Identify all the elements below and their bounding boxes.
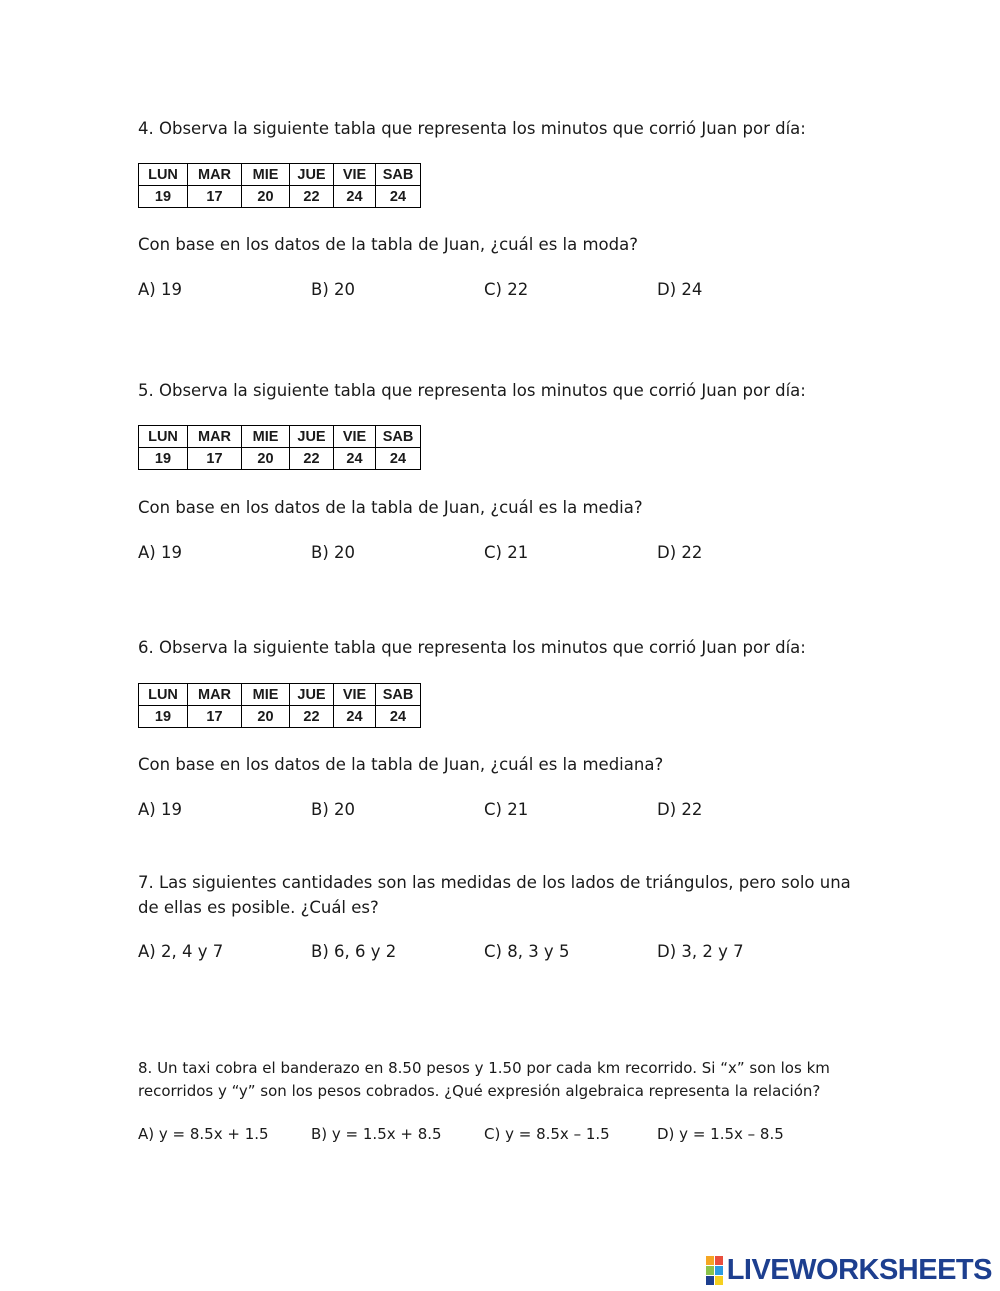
option-a[interactable]: A) y = 8.5x + 1.5 — [138, 1125, 269, 1143]
option-a[interactable]: A) 19 — [138, 543, 182, 562]
header-cell: VIE — [334, 164, 376, 186]
question-5-text: Con base en los datos de la tabla de Juan, ¿cuál es la media? — [138, 498, 643, 517]
value-cell: 20 — [242, 448, 290, 470]
option-d[interactable]: D) 22 — [657, 543, 703, 562]
option-c[interactable]: C) y = 8.5x – 1.5 — [484, 1125, 610, 1143]
question-5-prompt: 5. Observa la siguiente tabla que representa los minutos que corrió Juan por día: — [138, 381, 806, 400]
logo-block — [715, 1266, 723, 1275]
option-b[interactable]: B) 6, 6 y 2 — [311, 942, 397, 961]
minutes-table-q5 — [138, 425, 421, 470]
table-header-row — [139, 164, 421, 186]
header-cell: LUN — [139, 164, 188, 186]
header-cell: JUE — [290, 684, 334, 706]
header-cell: MIE — [242, 164, 290, 186]
header-cell: JUE — [290, 426, 334, 448]
option-b[interactable]: B) 20 — [311, 800, 355, 819]
logo-block — [706, 1266, 714, 1275]
value-cell: 19 — [139, 706, 188, 728]
question-7-line-1: 7. Las siguientes cantidades son las medidas de los lados de triángulos, pero solo una — [138, 873, 851, 892]
header-cell: SAB — [376, 426, 421, 448]
header-cell: MIE — [242, 684, 290, 706]
value-cell: 22 — [290, 448, 334, 470]
value-cell: 20 — [242, 186, 290, 208]
value-cell: 19 — [139, 448, 188, 470]
option-c[interactable]: C) 21 — [484, 543, 529, 562]
table-value-row — [139, 186, 421, 208]
value-cell: 17 — [188, 186, 242, 208]
option-d[interactable]: D) 24 — [657, 280, 703, 299]
question-5-options — [138, 543, 838, 569]
minutes-table-q6 — [138, 683, 421, 728]
question-6-options — [138, 800, 838, 826]
value-cell: 17 — [188, 448, 242, 470]
header-cell: MAR — [188, 426, 242, 448]
logo-text: LIVEWORKSHEETS — [726, 1253, 992, 1286]
option-a[interactable]: A) 19 — [138, 800, 182, 819]
logo-block — [715, 1276, 723, 1285]
minutes-table-q4 — [138, 163, 421, 208]
option-d[interactable]: D) 22 — [657, 800, 703, 819]
header-cell: LUN — [139, 426, 188, 448]
question-8-options — [138, 1125, 838, 1151]
option-b[interactable]: B) y = 1.5x + 8.5 — [311, 1125, 442, 1143]
header-cell: LUN — [139, 684, 188, 706]
header-cell: VIE — [334, 684, 376, 706]
question-6-text: Con base en los datos de la tabla de Juan, ¿cuál es la mediana? — [138, 755, 664, 774]
value-cell: 24 — [376, 186, 421, 208]
question-4-text: Con base en los datos de la tabla de Juan, ¿cuál es la moda? — [138, 235, 638, 254]
question-6-prompt: 6. Observa la siguiente tabla que representa los minutos que corrió Juan por día: — [138, 638, 806, 657]
option-b[interactable]: B) 20 — [311, 280, 355, 299]
header-cell: MIE — [242, 426, 290, 448]
value-cell: 22 — [290, 706, 334, 728]
header-cell: MAR — [188, 684, 242, 706]
option-c[interactable]: C) 8, 3 y 5 — [484, 942, 570, 961]
table-value-row — [139, 448, 421, 470]
value-cell: 24 — [334, 706, 376, 728]
header-cell: JUE — [290, 164, 334, 186]
question-7-line-2: de ellas es posible. ¿Cuál es? — [138, 898, 379, 917]
option-a[interactable]: A) 19 — [138, 280, 182, 299]
value-cell: 24 — [334, 448, 376, 470]
option-a[interactable]: A) 2, 4 y 7 — [138, 942, 224, 961]
option-c[interactable]: C) 21 — [484, 800, 529, 819]
header-cell: SAB — [376, 684, 421, 706]
value-cell: 24 — [334, 186, 376, 208]
header-cell: VIE — [334, 426, 376, 448]
option-b[interactable]: B) 20 — [311, 543, 355, 562]
logo-mark-icon — [706, 1256, 723, 1285]
logo-block — [715, 1256, 723, 1265]
question-8-line-2: recorridos y “y” son los pesos cobrados. ¿Qué expresión algebraica representa la relación? — [138, 1082, 821, 1100]
table-header-row — [139, 426, 421, 448]
value-cell: 19 — [139, 186, 188, 208]
question-4-options — [138, 280, 838, 306]
value-cell: 20 — [242, 706, 290, 728]
logo-block — [706, 1256, 714, 1265]
table-value-row — [139, 706, 421, 728]
header-cell: SAB — [376, 164, 421, 186]
table-header-row — [139, 684, 421, 706]
question-8-line-1: 8. Un taxi cobra el banderazo en 8.50 pesos y 1.50 por cada km recorrido. Si “x” son los km — [138, 1059, 830, 1077]
header-cell: MAR — [188, 164, 242, 186]
question-4-prompt: 4. Observa la siguiente tabla que representa los minutos que corrió Juan por día: — [138, 119, 806, 138]
logo-block — [706, 1276, 714, 1285]
value-cell: 17 — [188, 706, 242, 728]
option-c[interactable]: C) 22 — [484, 280, 529, 299]
value-cell: 24 — [376, 706, 421, 728]
liveworksheets-logo — [706, 1252, 992, 1288]
option-d[interactable]: D) y = 1.5x – 8.5 — [657, 1125, 784, 1143]
question-7-options — [138, 942, 838, 968]
value-cell: 22 — [290, 186, 334, 208]
option-d[interactable]: D) 3, 2 y 7 — [657, 942, 744, 961]
value-cell: 24 — [376, 448, 421, 470]
